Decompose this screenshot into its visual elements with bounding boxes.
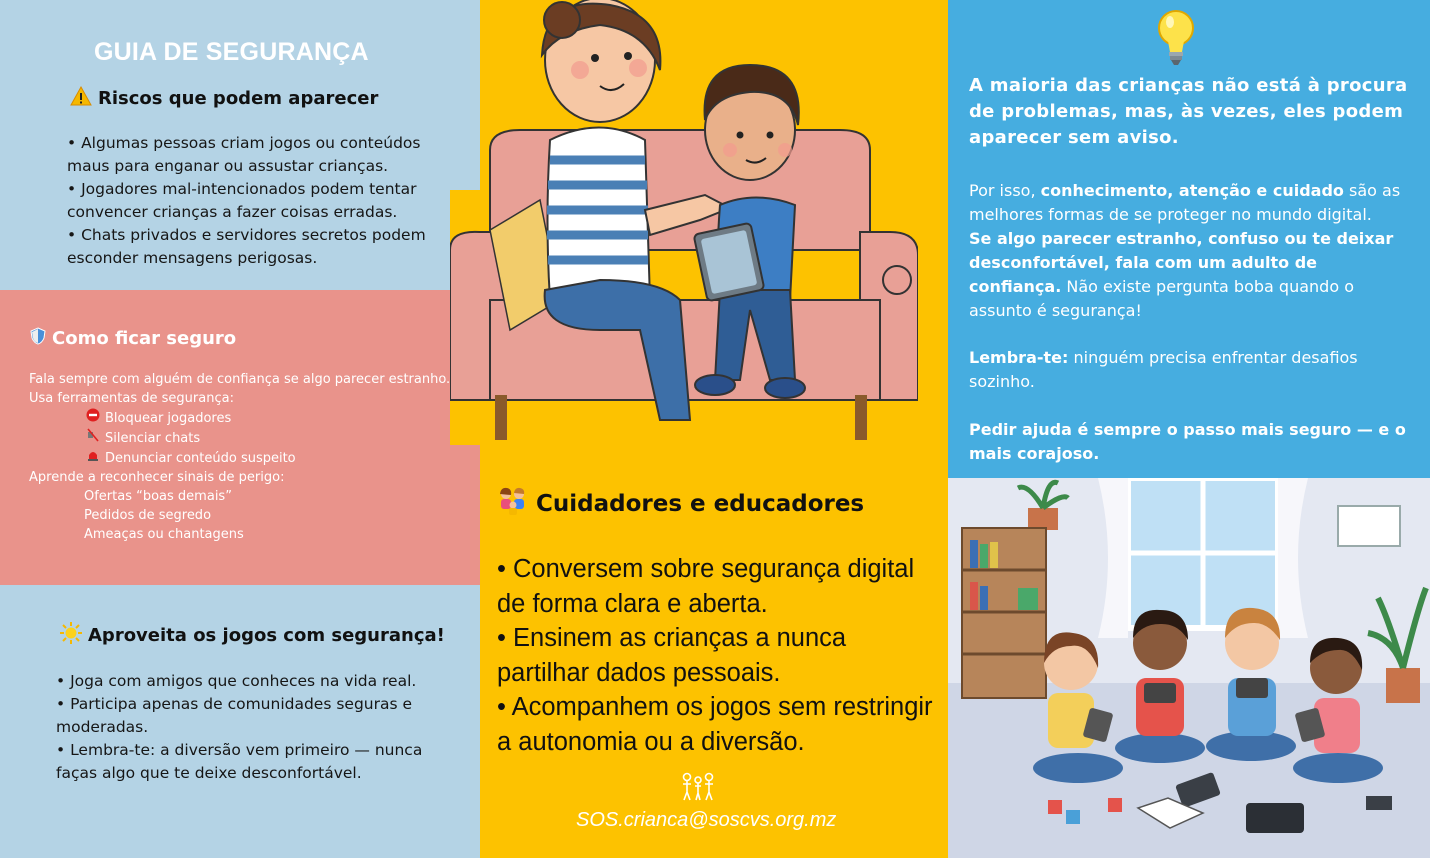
risks-section xyxy=(0,0,480,290)
list-item: maus para enganar ou assustar crianças. xyxy=(67,157,389,175)
risks-list xyxy=(67,132,426,270)
list-item: convencer crianças a fazer coisas erradas. xyxy=(67,203,398,221)
left-column xyxy=(0,0,480,858)
warning-icon xyxy=(70,86,92,111)
advice-lead: A maioria das crianças não está à procura de problemas, mas, às vezes, eles podem aparecer sem aviso. xyxy=(969,75,1408,148)
list-item: • Participa apenas de comunidades seguras e xyxy=(56,695,413,713)
danger-sign: Ameaças ou chantagens xyxy=(84,527,244,542)
stay-safe-line: Aprende a reconhecer sinais de perigo: xyxy=(29,470,285,485)
caregivers-list xyxy=(497,552,947,759)
advice-paragraph-4: Pedir ajuda é sempre o passo mais seguro — e o mais corajoso. xyxy=(969,420,1406,463)
shield-icon xyxy=(30,327,46,350)
list-item: • Algumas pessoas criam jogos ou conteúdos xyxy=(67,134,421,152)
tool-item: Bloquear jogadores xyxy=(29,408,450,428)
people-icon xyxy=(680,772,716,806)
stay-safe-heading: Como ficar seguro xyxy=(30,327,236,350)
list-item: moderadas. xyxy=(56,718,149,736)
right-column xyxy=(948,0,1430,858)
risks-heading: Riscos que podem aparecer xyxy=(70,86,378,111)
enjoy-section xyxy=(0,585,480,858)
list-item: • Joga com amigos que conheces na vida real. xyxy=(56,672,417,690)
list-item: faças algo que te deixe desconfortável. xyxy=(56,764,362,782)
enjoy-list xyxy=(56,670,422,785)
list-item: de forma clara e aberta. xyxy=(497,589,768,618)
guide-title: GUIA DE SEGURANÇA xyxy=(94,38,369,66)
advice-paragraph-2: Se algo parecer estranho, confuso ou te deixar desconfortável, fala com um adulto de confiança. Não existe pergunta boba quando o assunto é segurança! xyxy=(969,229,1394,320)
sun-icon xyxy=(60,622,82,649)
list-item: • Acompanhem os jogos sem restringir xyxy=(497,693,933,721)
list-item: • Jogadores mal-intencionados podem tentar xyxy=(67,180,417,198)
lightbulb-icon xyxy=(1156,8,1196,70)
list-item: esconder mensagens perigosas. xyxy=(67,249,318,267)
list-item: • Conversem sobre segurança digital xyxy=(497,555,915,583)
tool-item: Denunciar conteúdo suspeito xyxy=(29,448,450,468)
parent-child-illustration xyxy=(450,0,918,445)
list-item: • Ensinem as crianças a nunca xyxy=(497,624,847,652)
family-icon xyxy=(498,487,528,521)
danger-sign: Pedidos de segredo xyxy=(84,508,212,523)
list-item: partilhar dados pessoais. xyxy=(497,658,781,687)
contact-email-link[interactable]: SOS.crianca@soscvs.org.mz xyxy=(576,809,837,831)
advice-paragraph-1: Por isso, conhecimento, atenção e cuidado são as melhores formas de se proteger no mundo digital. xyxy=(969,181,1401,224)
no-entry-icon xyxy=(86,408,100,428)
stay-safe-line: Fala sempre com alguém de confiança se algo parecer estranho. xyxy=(29,372,451,387)
mute-icon xyxy=(86,428,100,448)
stay-safe-line: Usa ferramentas de segurança: xyxy=(29,391,234,406)
kids-gaming-illustration xyxy=(948,478,1430,858)
list-item: • Chats privados e servidores secretos podem xyxy=(67,226,426,244)
advice-section xyxy=(948,0,1430,478)
tool-item: Silenciar chats xyxy=(29,428,450,448)
caregivers-heading: Cuidadores e educadores xyxy=(498,487,864,521)
middle-column xyxy=(480,0,948,858)
stay-safe-section xyxy=(0,290,480,585)
list-item: a autonomia ou a diversão. xyxy=(497,727,805,756)
alarm-light-icon xyxy=(86,448,100,468)
list-item: • Lembra-te: a diversão vem primeiro — nunca xyxy=(56,741,423,759)
enjoy-heading: Aproveita os jogos com segurança! xyxy=(60,622,445,649)
stay-safe-text xyxy=(29,370,450,544)
danger-sign: Ofertas “boas demais” xyxy=(84,489,232,504)
advice-paragraph-3: Lembra-te: ninguém precisa enfrentar desafios sozinho. xyxy=(969,348,1358,391)
